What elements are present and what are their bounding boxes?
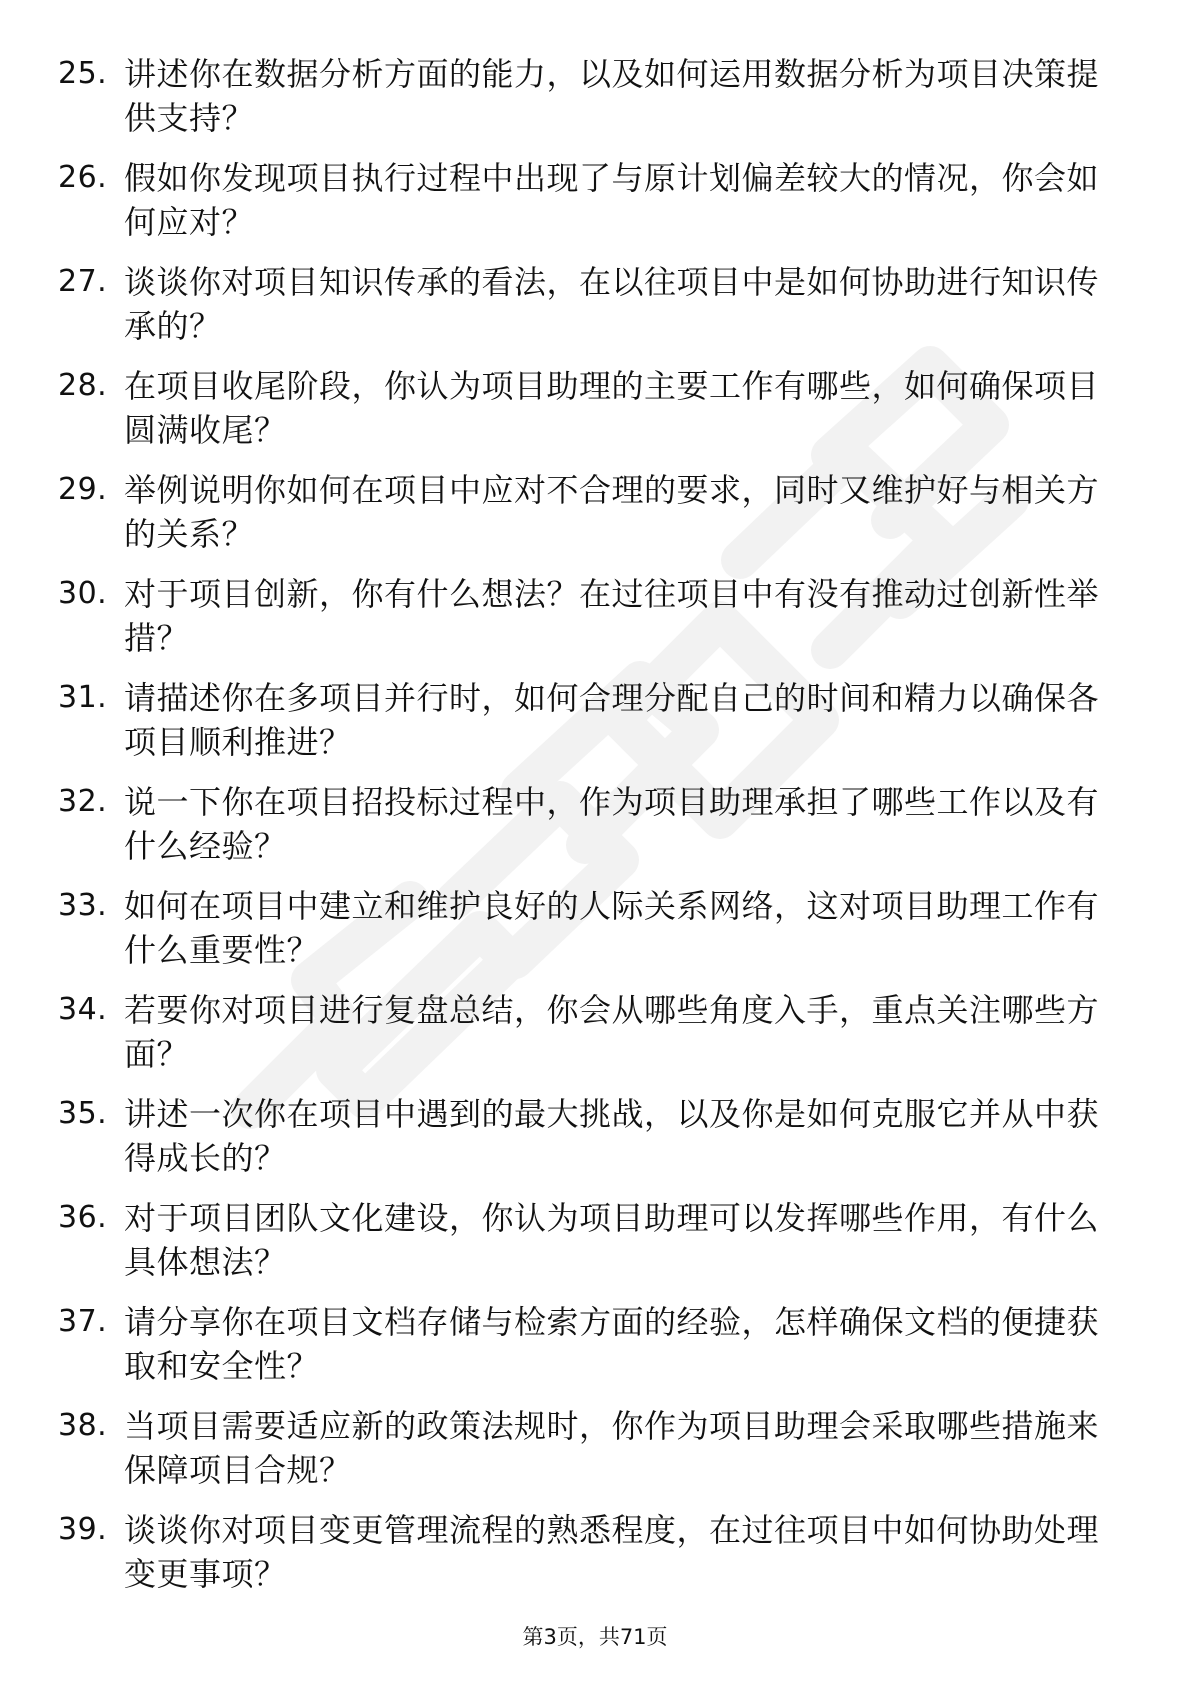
question-number: 38.	[58, 1408, 108, 1443]
question-list	[58, 52, 1118, 1612]
question-item-26	[58, 156, 1118, 260]
question-item-27	[58, 260, 1118, 364]
question-item-25	[58, 52, 1118, 156]
question-number: 29.	[58, 472, 108, 507]
page-number-footer: 第3页，共71页	[522, 1625, 668, 1649]
question-text: 对于项目创新，你有什么想法？在过往项目中有没有推动过创新性举措？	[124, 575, 1100, 657]
question-number: 26.	[58, 160, 108, 195]
question-number: 37.	[58, 1304, 108, 1339]
question-text: 举例说明你如何在项目中应对不合理的要求，同时又维护好与相关方的关系？	[124, 471, 1100, 553]
question-text: 如何在项目中建立和维护良好的人际关系网络，这对项目助理工作有什么重要性？	[124, 887, 1100, 969]
question-text: 若要你对项目进行复盘总结，你会从哪些角度入手，重点关注哪些方面？	[124, 991, 1100, 1073]
question-text: 假如你发现项目执行过程中出现了与原计划偏差较大的情况，你会如何应对？	[124, 159, 1100, 241]
question-number: 34.	[58, 992, 108, 1027]
question-number: 27.	[58, 264, 108, 299]
question-item-30	[58, 572, 1118, 676]
question-item-28	[58, 364, 1118, 468]
question-number: 25.	[58, 56, 108, 91]
question-item-33	[58, 884, 1118, 988]
question-text: 讲述一次你在项目中遇到的最大挑战，以及你是如何克服它并从中获得成长的？	[124, 1095, 1100, 1177]
question-item-32	[58, 780, 1118, 884]
question-text: 讲述你在数据分析方面的能力，以及如何运用数据分析为项目决策提供支持？	[124, 55, 1100, 137]
question-text: 说一下你在项目招投标过程中，作为项目助理承担了哪些工作以及有什么经验？	[124, 783, 1100, 865]
question-item-36	[58, 1196, 1118, 1300]
question-number: 28.	[58, 368, 108, 403]
question-item-29	[58, 468, 1118, 572]
question-item-38	[58, 1404, 1118, 1508]
question-item-37	[58, 1300, 1118, 1404]
question-text: 对于项目团队文化建设，你认为项目助理可以发挥哪些作用，有什么具体想法？	[124, 1199, 1100, 1281]
question-text: 在项目收尾阶段，你认为项目助理的主要工作有哪些，如何确保项目圆满收尾？	[124, 367, 1100, 449]
question-text: 请描述你在多项目并行时，如何合理分配自己的时间和精力以确保各项目顺利推进？	[124, 679, 1100, 761]
question-text: 当项目需要适应新的政策法规时，你作为项目助理会采取哪些措施来保障项目合规？	[124, 1407, 1100, 1489]
question-number: 39.	[58, 1512, 108, 1547]
question-text: 请分享你在项目文档存储与检索方面的经验，怎样确保文档的便捷获取和安全性？	[124, 1303, 1100, 1385]
question-item-35	[58, 1092, 1118, 1196]
question-number: 36.	[58, 1200, 108, 1235]
question-number: 31.	[58, 680, 108, 715]
question-item-39	[58, 1508, 1118, 1612]
question-number: 33.	[58, 888, 108, 923]
question-number: 30.	[58, 576, 108, 611]
question-number: 35.	[58, 1096, 108, 1131]
question-text: 谈谈你对项目变更管理流程的熟悉程度，在过往项目中如何协助处理变更事项？	[124, 1511, 1100, 1593]
question-number: 32.	[58, 784, 108, 819]
question-item-34	[58, 988, 1118, 1092]
question-text: 谈谈你对项目知识传承的看法，在以往项目中是如何协助进行知识传承的？	[124, 263, 1100, 345]
question-item-31	[58, 676, 1118, 780]
